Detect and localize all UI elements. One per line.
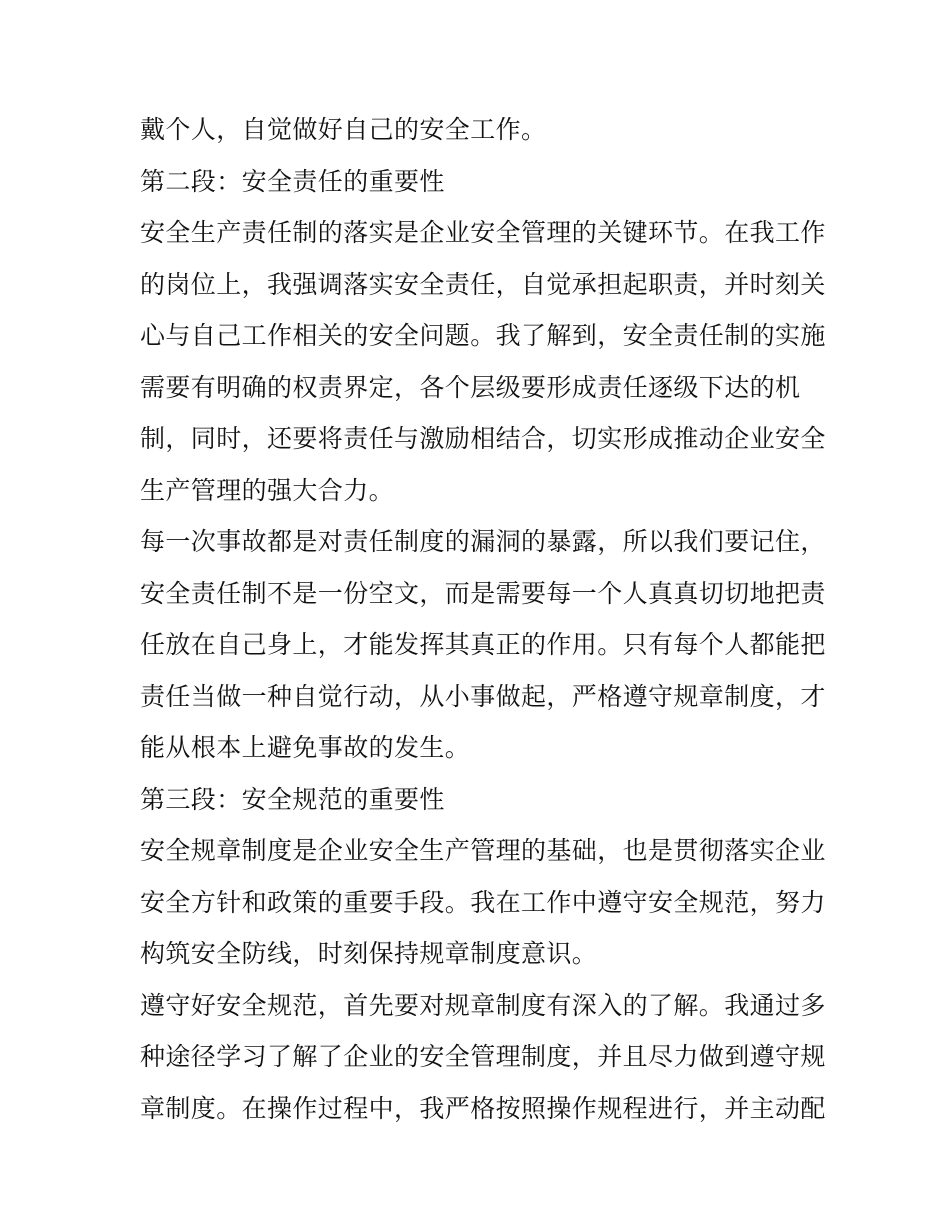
text-line: 安全责任制不是一份空文，而是需要每一个人真真切切地把责: [140, 578, 826, 608]
text-line: 安全方针和政策的重要手段。我在工作中遵守安全规范，努力: [140, 887, 826, 917]
text-line: 制，同时，还要将责任与激励相结合，切实形成推动企业安全: [140, 424, 826, 453]
text-line: 戴个人，自觉做好自己的安全工作。: [140, 115, 547, 144]
text-line: 能从根本上避免事故的发生。: [140, 733, 471, 762]
text-line: 任放在自己身上，才能发挥其真正的作用。只有每个人都能把: [140, 630, 826, 659]
text-line: 的岗位上，我强调落实安全责任，自觉承担起职责，并时刻关: [140, 269, 826, 299]
text-line: 每一次事故都是对责任制度的漏洞的暴露，所以我们要记住，: [140, 527, 826, 556]
text-line: 生产管理的强大合力。: [140, 475, 395, 505]
text-line: 安全生产责任制的落实是企业安全管理的关键环节。在我工作: [140, 218, 826, 247]
section-heading: 第三段：安全规范的重要性: [140, 784, 445, 814]
body-text: [140, 104, 826, 1134]
text-line: 心与自己工作相关的安全问题。我了解到，安全责任制的实施: [140, 321, 826, 350]
text-line: 构筑安全防线，时刻保持规章制度意识。: [140, 939, 598, 968]
section-heading: 第二段：安全责任的重要性: [140, 166, 445, 196]
text-line: 安全规章制度是企业安全生产管理的基础，也是贯彻落实企业: [140, 836, 826, 865]
text-line: 遵守好安全规范，首先要对规章制度有深入的了解。我通过多: [140, 990, 826, 1020]
text-line: 需要有明确的权责界定，各个层级要形成责任逐级下达的机: [140, 372, 801, 402]
text-line: 种途径学习了解了企业的安全管理制度，并且尽力做到遵守规: [140, 1042, 826, 1071]
text-line: 章制度。在操作过程中，我严格按照操作规程进行，并主动配: [140, 1093, 826, 1123]
text-line: 责任当做一种自觉行动，从小事做起，严格遵守规章制度，才: [140, 681, 826, 711]
